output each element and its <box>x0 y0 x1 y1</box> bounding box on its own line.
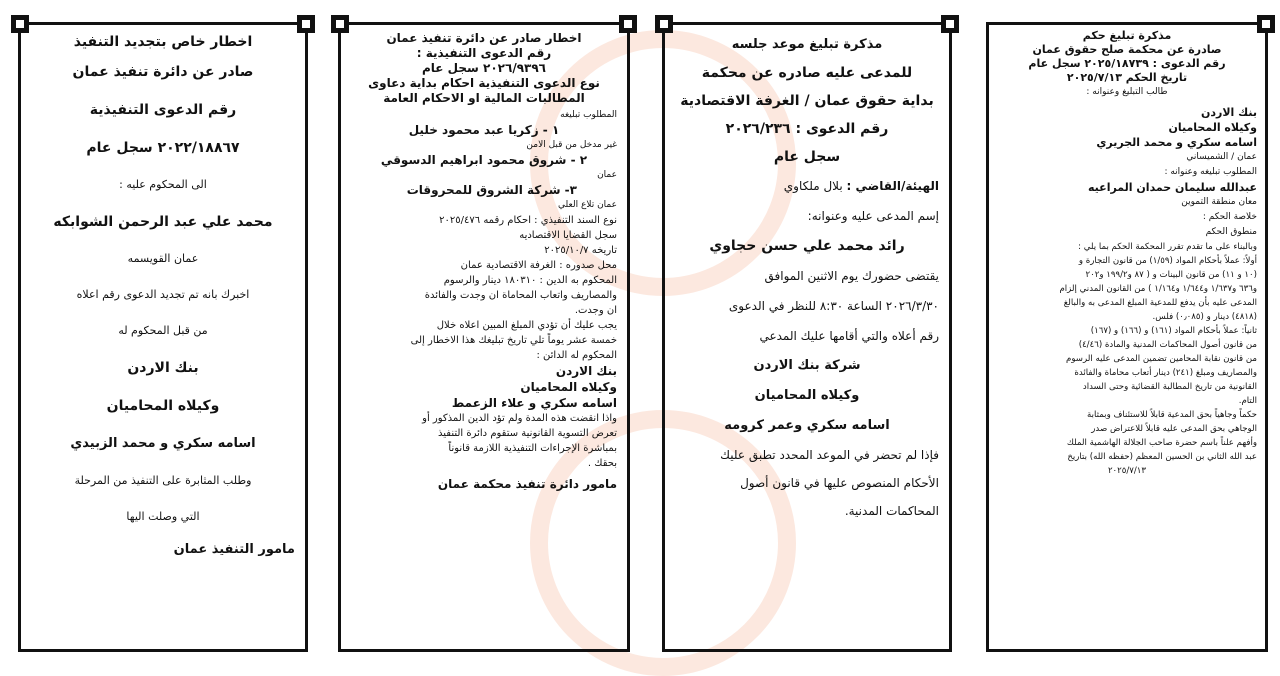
claimant-lawyers-label: وكيلاه المحاميان <box>520 380 617 394</box>
case-label: رقم الدعوى التنفيذية <box>89 102 237 118</box>
body-line: القانونية من تاريخ المطالبة القضائية وحتى السداد <box>1082 382 1257 392</box>
closing-line: بمباشرة الإجراءات التنفيذية اللازمة قانوناً <box>448 443 617 454</box>
requested-label: المطلوب تبليغه <box>560 110 617 120</box>
body-line: سجل القضايا الاقتصاديه <box>519 230 617 241</box>
debtor-label: الى المحكوم عليه : <box>119 178 207 191</box>
party-1: ١ - زكريا عبد محمود خليل <box>408 123 560 137</box>
body-line: المحكوم به الدين : ١٨٠٣١٠ دينار والرسوم <box>443 275 617 286</box>
body-line: أولاً: عملاً بأحكام المواد (١/٥٩) من قانون التجارة و <box>1078 256 1257 266</box>
case-type: نوع الدعوى التنفيذية احكام بداية دعاوى <box>368 76 600 90</box>
requester-label: طالب التبليغ وعنوانه : <box>1086 87 1168 97</box>
body-line: عبد الله الثاني بن الحسين المعظم (حفظه الله) بتاريخ <box>1067 452 1257 462</box>
body-line: التي وصلت اليها <box>126 510 200 523</box>
case-number: ٢٠٢٢/١٨٨٦٧ سجل عام <box>86 140 240 156</box>
party-3: ٣- شركة الشروق للمحروقات <box>406 183 577 197</box>
body-line: اخبرك بانه تم تجديد الدعوى رقم اعلاه <box>76 288 250 301</box>
body-line: من قبل المحكوم له <box>118 324 208 337</box>
debtor-name: محمد علي عبد الرحمن الشوابكه <box>53 214 273 230</box>
body-line: المحكوم له الدائن : <box>536 350 617 361</box>
claimant-lawyers-label: وكيلاه المحاميان <box>754 388 860 403</box>
claimant-name: بنك الاردن <box>555 364 617 378</box>
intro-line: للمدعى عليه صادره عن محكمة <box>701 65 913 81</box>
closing-line: فإذا لم تحضر في الموعد المحدد تطبق عليك <box>720 448 939 462</box>
claimant-lawyers-label: وكيلاه المحاميان <box>1168 121 1257 134</box>
claimant-address: عمان / الشميساني <box>1186 152 1257 162</box>
party-2: ٢ - شروق محمود ابراهيم الدسوقي <box>380 153 588 167</box>
body-line: يقتضى حضورك يوم الاثنين الموافق <box>764 269 939 283</box>
body-line: و٦٣٦ و١/٦٣٧ و١/٦٤٤ و١/١٦٤ ) من القانون المدني إلزام <box>1059 284 1257 294</box>
case-label: رقم الدعوى التنفيذية : <box>416 46 552 60</box>
party-3-city: عمان تلاع العلي <box>558 200 617 210</box>
body-line: نوع السند التنفيذي : احكام رقمه ٢٠٢٥/٤٧٦ <box>439 215 617 226</box>
claimant-lawyers: اسامه سكري و محمد الجريري <box>1096 136 1257 149</box>
notice-heading: مذكرة تبليغ حكم <box>1082 29 1172 42</box>
notice-execution <box>338 22 630 652</box>
body-line: وأفهم علناً باسم حضرة صاحب الجلالة الهاشمية الملك <box>1066 438 1257 448</box>
body-line: ٢٠٢٦/٣/٣٠ الساعة ٨:٣٠ للنظر في الدعوى <box>728 299 939 313</box>
closing-line: الأحكام المنصوص عليها في قانون أصول <box>740 476 939 490</box>
court-line: صادرة عن محكمة صلح حقوق عمان <box>1032 43 1222 56</box>
case-number: رقم الدعوى : ٢٠٢٥/١٨٧٣٩ سجل عام <box>1028 57 1226 70</box>
body-line: من قانون نقابة المحامين تضمين المدعى عليه الرسوم <box>1066 354 1257 364</box>
claimant-lawyers: اسامه سكري و محمد الزبيدي <box>70 436 256 451</box>
notice-hearing <box>662 22 952 652</box>
issuer-line: صادر عن دائرة تنفيذ عمان <box>72 64 254 80</box>
body-line: يجب عليك أن تؤدي المبلغ المبين اعلاه خلال <box>436 320 617 331</box>
claimant-name: بنك الاردن <box>1200 106 1257 119</box>
claimant-lawyers: اسامه سكري وعمر كرومه <box>724 418 890 433</box>
body-line: ٢٠٢٥/٧/١٣ <box>1107 466 1147 476</box>
court-line: بداية حقوق عمان / الغرفة الاقتصادية <box>680 93 934 109</box>
body-line: (١٠ و ١١) من قانون البينات و ( ٨٧ و١٩٩/٢ و٢٠٢ <box>1085 270 1257 280</box>
judge-name: بلال ملكاوي <box>783 179 843 193</box>
body-line: الوجاهي بحق المدعى عليه قابلاً للاعتراض صدر <box>1091 424 1257 434</box>
claimant-name: بنك الاردن <box>127 360 199 376</box>
requested-label: المطلوب تبليغه وعنوانه : <box>1164 167 1257 177</box>
judgment-date: تاريخ الحكم ٢٠٢٥/٧/١٣ <box>1066 71 1188 84</box>
party-2-city: عمان <box>597 170 617 180</box>
defendant-label: إسم المدعى عليه وعنوانه: <box>807 209 939 223</box>
debtor-address: عمان القويسمه <box>127 252 199 265</box>
body-line: التام. <box>1238 396 1257 406</box>
body-line: ان وجدت. <box>574 305 617 316</box>
notice-heading: اخطار خاص بتجديد التنفيذ <box>73 34 253 50</box>
claimant-name: شركة بنك الاردن <box>753 358 861 373</box>
notice-renewal <box>18 22 308 652</box>
case-number: رقم الدعوى : ٢٠٢٦/٢٣٦ <box>725 121 889 137</box>
case-number: ٢٠٢٦/٩٣٩٦ سجل عام <box>422 61 546 75</box>
closing-line: المحاكمات المدنية. <box>844 504 939 518</box>
case-type-cont: المطالبات المالية او الاحكام العامة <box>383 91 585 105</box>
judge-label: الهيئة/القاضي : <box>846 179 939 193</box>
closing-line: تعرض التسوية القانونية ستقوم دائرة التنفيذ <box>438 428 617 439</box>
body-line: والمصاريف واتعاب المحاماة ان وجدت والفائدة <box>424 290 617 301</box>
defendant-address: معان منطقة التموين <box>1181 197 1257 207</box>
notice-heading: اخطار صادر عن دائرة تنفيذ عمان <box>386 31 582 45</box>
judge-line <box>675 171 939 201</box>
body-line: وبالبناء على ما تقدم تقرر المحكمة الحكم بما يلي : <box>1078 242 1257 252</box>
claimant-lawyers-label: وكيلاه المحاميان <box>106 398 220 414</box>
body-line: وطلب المثابرة على التنفيذ من المرحلة <box>74 474 252 487</box>
closing-line: واذا انقضت هذه المدة ولم تؤد الدين المذكور أو <box>422 413 617 424</box>
body-line: ثانياً: عملاً بأحكام المواد (١٦١) و (١٦٦) و (١٦٧) <box>1090 326 1257 336</box>
body-line: والمصاريف ومبلغ (٢٤١) دينار أتعاب محاماة والفائدة <box>1074 368 1257 378</box>
body-line: من قانون أصول المحاكمات المدنية والمادة (٤/٤٦) <box>1078 340 1257 350</box>
body-line: حكماً وجاهياً بحق المدعية قابلاً للاستئناف وبمثابة <box>1087 410 1257 420</box>
signature: مامور دائرة تنفيذ محكمة عمان <box>437 477 617 491</box>
closing-line: بحقك . <box>587 458 617 469</box>
body-line: (٤٨١٨) دينار و (٠٫٠٨٥) فلس. <box>1152 312 1257 322</box>
body-line: محل صدوره : الغرفة الاقتصادية عمان <box>460 260 617 271</box>
body-line: تاريخه ٢٠٢٥/١٠/٧ <box>544 245 617 256</box>
operative-label: منطوق الحكم <box>1205 227 1257 237</box>
claimant-lawyers: اسامه سكري و علاء الزعمط <box>451 396 617 410</box>
body-line: المدعى عليه بأن يدفع للمدعية المبلغ المدعى به والبالغ <box>1063 298 1257 308</box>
notice-judgment <box>986 22 1268 652</box>
notice-heading: مذكرة تبليغ موعد جلسه <box>731 37 883 52</box>
defendant-name: عبدالله سليمان حمدان المراعيه <box>1088 181 1257 194</box>
body-line: خمسة عشر يوماً تلي تاريخ تبليغك هذا الاخطار إلى <box>410 335 617 346</box>
defendant-name: رائد محمد علي حسن حجاوي <box>709 238 905 254</box>
summary-label: خلاصة الحكم : <box>1202 212 1257 222</box>
register-label: سجل عام <box>773 149 841 165</box>
signature: مامور التنفيذ عمان <box>173 542 295 557</box>
party-1-note: غير مدخل من قبل الامن <box>526 140 617 150</box>
body-line: رقم أعلاه والتي أقامها عليك المدعي <box>759 329 939 343</box>
